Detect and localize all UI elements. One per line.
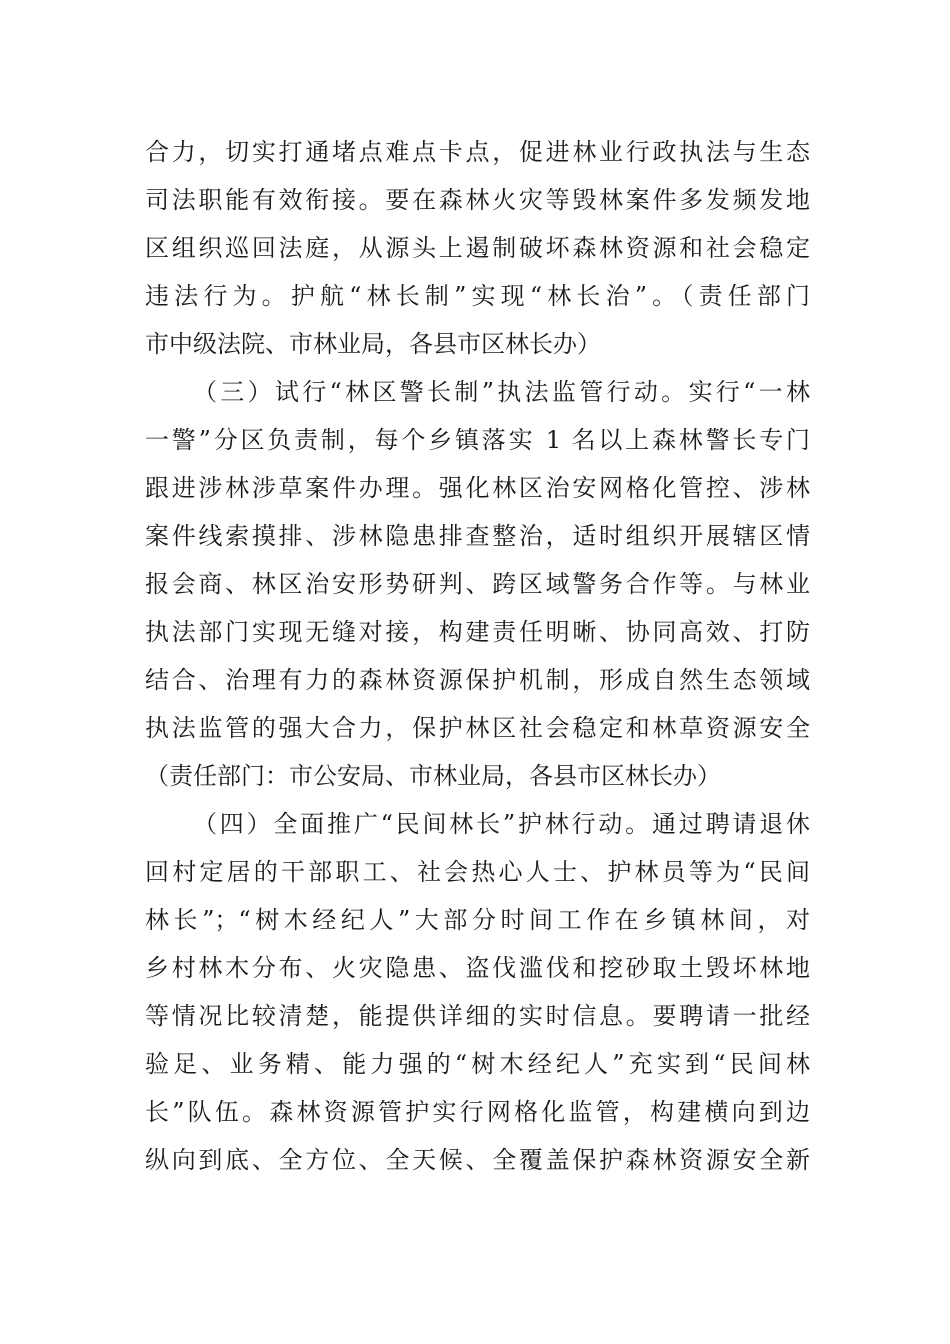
text-line: 跟进涉林涉草案件办理。强化林区治安网格化管控、涉林 (145, 474, 810, 502)
text-line: 执法部门实现无缝对接，构建责任明晰、协同高效、打防 (145, 618, 810, 646)
section-heading-line: （四）全面推广“民间林长”护林行动。通过聘请退休 (193, 810, 810, 838)
text-line: 纵向到底、全方位、全天候、全覆盖保护森林资源安全新 (145, 1146, 810, 1174)
text-line: 执法监管的强大合力，保护林区社会稳定和林草资源安全 (145, 714, 810, 742)
text-line: 违法行为。护航“林长制”实现“林长治”。（责任部门 (145, 282, 810, 310)
text-line: 区组织巡回法庭，从源头上遏制破坏森林资源和社会稳定 (145, 234, 810, 262)
text-line: 报会商、林区治安形势研判、跨区域警务合作等。与林业 (145, 570, 810, 598)
text-line: 司法职能有效衔接。要在森林火灾等毁林案件多发频发地 (145, 186, 810, 214)
text-line: 乡村林木分布、火灾隐患、盗伐滥伐和挖砂取土毁坏林地 (145, 954, 810, 982)
text-line: 结合、治理有力的森林资源保护机制，形成自然生态领域 (145, 666, 810, 694)
text-line: 合力，切实打通堵点难点卡点，促进林业行政执法与生态 (145, 138, 810, 166)
section-heading-line: （三）试行“林区警长制”执法监管行动。实行“一林 (193, 378, 810, 406)
text-line: 等情况比较清楚，能提供详细的实时信息。要聘请一批经 (145, 1002, 810, 1030)
body-text (145, 128, 810, 1184)
text-line: 长”队伍。森林资源管护实行网格化监管，构建横向到边 (145, 1098, 810, 1126)
text-line: 验足、业务精、能力强的“树木经纪人”充实到“民间林 (145, 1050, 810, 1078)
text-line: 林长”；“树木经纪人”大部分时间工作在乡镇林间，对 (145, 906, 810, 934)
text-line: 一警”分区负责制，每个乡镇落实 1 名以上森林警长专门 (145, 426, 810, 454)
text-line: （责任部门：市公安局、市林业局，各县市区林长办） (145, 762, 721, 790)
text-line: 案件线索摸排、涉林隐患排查整治，适时组织开展辖区情 (145, 522, 810, 550)
text-line: 市中级法院、市林业局，各县市区林长办） (145, 330, 601, 358)
text-line: 回村定居的干部职工、社会热心人士、护林员等为“民间 (145, 858, 810, 886)
